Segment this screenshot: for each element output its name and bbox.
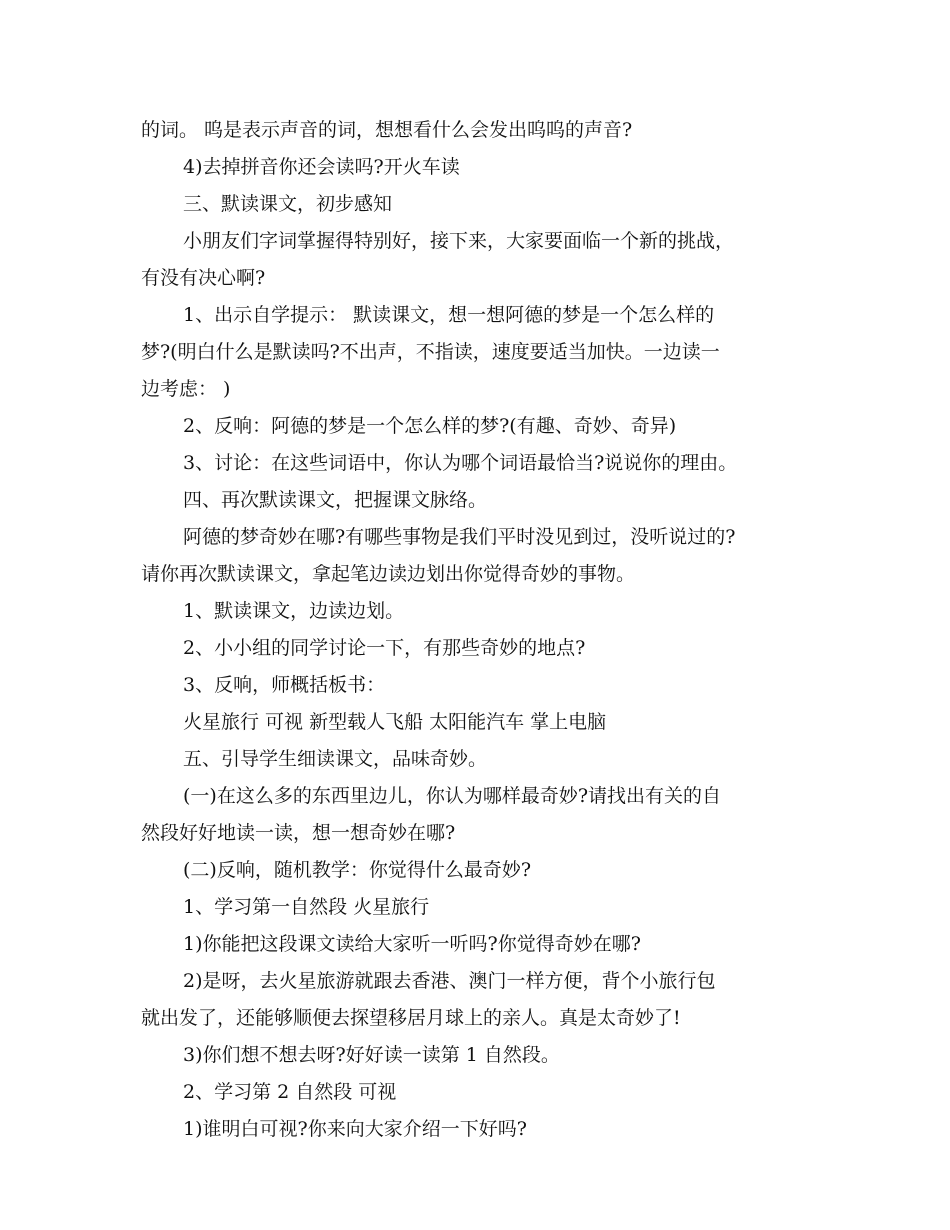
text-line: 请你再次默读课文，拿起笔边读边划出你觉得奇妙的事物。: [141, 563, 636, 585]
text-line: 五、引导学生细读课文，品味奇妙。: [183, 748, 488, 770]
text-line: 4)去掉拼音你还会读吗?开火车读: [183, 156, 460, 178]
text-line: 1、出示自学提示： 默读课文，想一想阿德的梦是一个怎么样的: [183, 304, 715, 326]
text-line: 1)谁明白可视?你来向大家介绍一下好吗?: [183, 1118, 527, 1140]
text-line: 3)你们想不想去呀?好好读一读第 1 自然段。: [183, 1044, 560, 1066]
text-line: 3、反响，师概括板书：: [183, 674, 386, 696]
text-line: 梦?(明白什么是默读吗?不出声，不指读，速度要适当加快。一边读一: [141, 341, 720, 363]
text-line: 1、学习第一自然段 火星旅行: [183, 896, 430, 918]
text-line: 小朋友们字词掌握得特别好，接下来，大家要面临一个新的挑战，: [183, 230, 735, 252]
text-line: 四、再次默读课文，把握课文脉络。: [183, 489, 488, 511]
text-line: 火星旅行 可视 新型载人飞船 太阳能汽车 掌上电脑: [183, 711, 607, 733]
text-line: 然段好好地读一读，想一想奇妙在哪?: [141, 822, 456, 844]
text-line: 3、讨论：在这些词语中，你认为哪个词语最恰当?说说你的理由。: [183, 452, 738, 474]
text-line: 2、反响：阿德的梦是一个怎么样的梦?(有趣、奇妙、奇异): [183, 415, 677, 437]
text-line: 1)你能把这段课文读给大家听一听吗?你觉得奇妙在哪?: [183, 933, 641, 955]
text-line: 三、默读课文，初步感知: [183, 193, 393, 215]
text-line: 2、小小组的同学讨论一下，有那些奇妙的地点?: [183, 637, 586, 659]
text-line: 的词。 呜是表示声音的词，想想看什么会发出呜呜的声音?: [141, 119, 633, 141]
text-line: 2、学习第 2 自然段 可视: [183, 1081, 397, 1103]
text-line: (一)在这么多的东西里边儿，你认为哪样最奇妙?请找出有关的自: [183, 785, 722, 807]
text-line: 有没有决心啊?: [141, 267, 266, 289]
text-line: 边考虑： ): [141, 378, 231, 400]
text-line: 就出发了，还能够顺便去探望移居月球上的亲人。真是太奇妙了!: [141, 1007, 681, 1029]
document-body: [141, 112, 813, 1148]
text-line: (二)反响，随机教学：你觉得什么最奇妙?: [183, 859, 532, 881]
text-line: 2)是呀，去火星旅游就跟去香港、澳门一样方便，背个小旅行包: [183, 970, 716, 992]
text-line: 1、默读课文，边读边划。: [183, 600, 405, 622]
text-line: 阿德的梦奇妙在哪?有哪些事物是我们平时没见到过，没听说过的?: [183, 526, 736, 548]
